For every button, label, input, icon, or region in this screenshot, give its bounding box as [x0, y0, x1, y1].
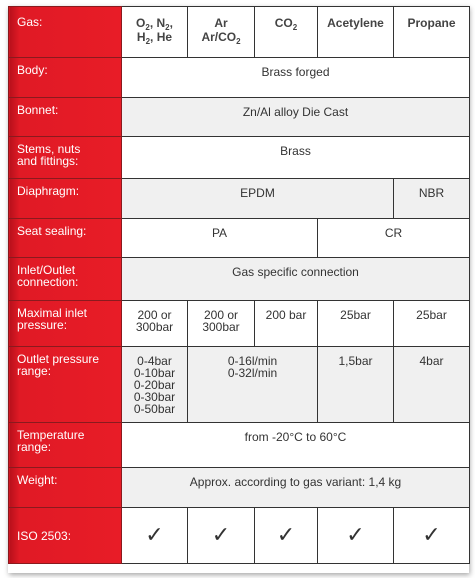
specification-table-container: [8, 6, 469, 573]
seat-sealing-value-cr: CR: [318, 219, 470, 258]
temperature-label: Temperature range:: [9, 423, 122, 468]
gas-column-acetylene: Acetylene: [318, 7, 394, 58]
max-inlet-label: Maximal inlet pressure:: [9, 301, 122, 347]
check-icon: ✓: [145, 522, 164, 548]
weight-row: [9, 468, 470, 508]
iso-check-2: [188, 508, 255, 564]
seat-sealing-value-pa: PA: [122, 219, 318, 258]
outlet-pressure-value-5: 4bar: [394, 347, 470, 423]
stems-row: [9, 137, 470, 179]
bonnet-value: Zn/Al alloy Die Cast: [122, 98, 470, 137]
gas-column-co2: $CO_2$: [255, 7, 318, 58]
iso-check-3: [255, 508, 318, 564]
inlet-outlet-row: [9, 258, 470, 301]
inlet-outlet-label: Inlet/Outlet connection:: [9, 258, 122, 301]
stems-value: Brass: [122, 137, 470, 179]
header-row: [9, 7, 470, 58]
iso-row: [9, 508, 470, 564]
bonnet-row: [9, 98, 470, 137]
seat-sealing-row: [9, 219, 470, 258]
bonnet-label: Bonnet:: [9, 98, 122, 137]
temperature-value: from -20°C to 60°C: [122, 423, 470, 468]
outlet-pressure-value-2: 0-16l/min 0-32l/min: [188, 347, 318, 423]
diaphragm-label: Diaphragm:: [9, 179, 122, 219]
temperature-row: [9, 423, 470, 468]
iso-check-1: [122, 508, 188, 564]
check-icon: ✓: [422, 522, 441, 548]
outlet-pressure-value-4: 1,5bar: [318, 347, 394, 423]
weight-value: Approx. according to gas variant: 1,4 kg: [122, 468, 470, 508]
weight-label: Weight:: [9, 468, 122, 508]
check-icon: ✓: [346, 522, 365, 548]
check-icon: ✓: [276, 522, 296, 548]
outlet-pressure-value-1: 0-4bar 0-10bar 0-20bar 0-30bar 0-50bar: [122, 347, 188, 423]
max-inlet-value-5: 25bar: [394, 301, 470, 347]
iso-check-5: [394, 508, 470, 564]
diaphragm-value-epdm: EPDM: [122, 179, 394, 219]
max-inlet-value-3: 200 bar: [255, 301, 318, 347]
check-icon: ✓: [211, 522, 231, 548]
gas-column-ar: Ar $Ar/CO_2$: [188, 7, 255, 58]
max-inlet-value-2: 200 or 300bar: [188, 301, 255, 347]
body-label: Body:: [9, 58, 122, 98]
specification-table: [8, 6, 470, 564]
gas-label: Gas:: [9, 7, 122, 58]
stems-label: Stems, nuts and fittings:: [9, 137, 122, 179]
diaphragm-value-nbr: NBR: [394, 179, 470, 219]
iso-label: ISO 2503:: [9, 508, 122, 564]
seat-sealing-label: Seat sealing:: [9, 219, 122, 258]
max-inlet-row: [9, 301, 470, 347]
gas-column-propane: Propane: [394, 7, 470, 58]
body-value: Brass forged: [122, 58, 470, 98]
body-row: [9, 58, 470, 98]
inlet-outlet-value: Gas specific connection: [122, 258, 470, 301]
max-inlet-value-4: 25bar: [318, 301, 394, 347]
max-inlet-value-1: 200 or 300bar: [122, 301, 188, 347]
diaphragm-row: [9, 179, 470, 219]
iso-check-4: [318, 508, 394, 564]
outlet-pressure-row: [9, 347, 470, 423]
gas-column-o2-n2-h2-he: $O_2$, $N_2$, $H_2$, He: [122, 7, 188, 58]
outlet-pressure-label: Outlet pressure range:: [9, 347, 122, 423]
